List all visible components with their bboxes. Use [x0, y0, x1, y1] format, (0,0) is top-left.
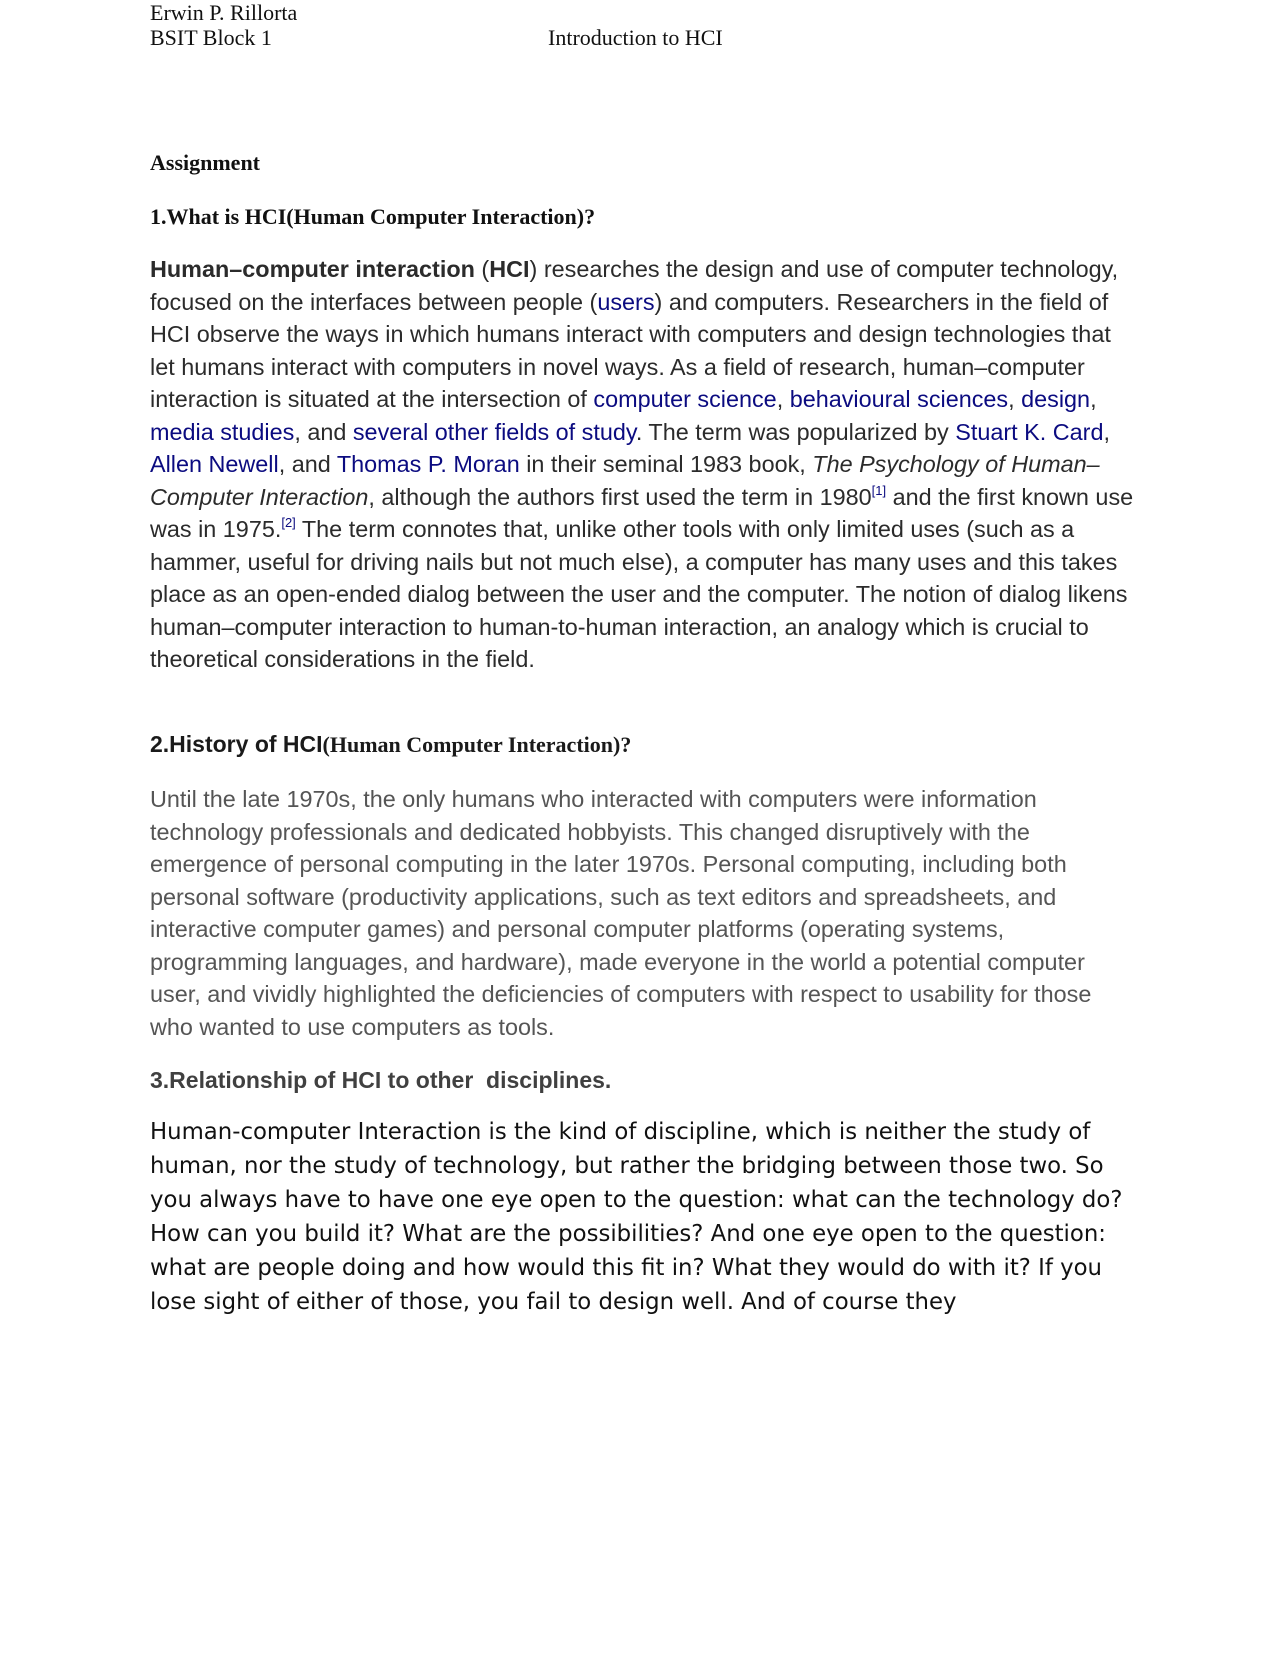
question-1-heading: 1.What is HCI(Human Computer Interaction)?	[150, 204, 596, 229]
question-3-heading: 3.Relationship of HCI to other disciplines.	[150, 1067, 612, 1093]
reference-2-link[interactable]: [2]	[281, 515, 296, 530]
question-1-answer: Human–computer interaction (HCI) researches the design and use of computer technology, focused on the interfaces between people (users) and computers. Researchers in the field of HCI observe the ways in which humans interact with computers and design technologies that let humans interact with computers in novel ways. As a field of research, human–computer interaction is situated at the intersection of computer science, behavioural sciences, design, media studies, and several other fields of study. The term was popularized by Stuart K. Card, Allen Newell, and Thomas P. Moran in their seminal 1983 book, The Psychology of Human–Computer Interaction, although the authors first used the term in 1980[1] and the first known use was in 1975.[2] The term connotes that, unlike other tools with only limited uses (such as a hammer, useful for driving nails but not much else), a computer has many uses and this takes place as an open-ended dialog between the user and the computer. The notion of dialog likens human–computer interaction to human-to-human interaction, an analogy which is crucial to theoretical considerations in the field.	[150, 256, 1134, 672]
link-behavioural-sciences[interactable]: behavioural sciences	[789, 386, 1009, 412]
assignment-heading: Assignment	[150, 150, 261, 175]
reference-1-link[interactable]: [1]	[871, 482, 887, 498]
question-2-answer: Until the late 1970s, the only humans who interacted with computers were information technology professionals and dedicated hobbyists. This changed disruptively with the emergence of personal computing in the later 1970s. Personal computing, including both personal software (productivity applications, such as text editors and spreadsheets, and interactive computer games) and personal computer platforms (operating systems, programming languages, and hardware), made everyone in the world a potential computer user, and vividly highlighted the deficiencies of computers with respect to usability for those who wanted to use computers as tools.	[150, 786, 1092, 1040]
term-hci-abbr: HCI	[489, 256, 530, 282]
question-3-answer	[150, 1115, 1140, 1319]
answer-line: you always have to have one eye open to the question: what can the technology do?	[150, 1187, 1123, 1213]
link-design[interactable]: design	[1021, 386, 1091, 412]
link-allen-newell[interactable]: Allen Newell	[150, 451, 279, 477]
block-label: BSIT Block 1	[150, 25, 272, 50]
link-stuart-card[interactable]: Stuart K. Card	[955, 418, 1104, 445]
answer-line: Human-computer Interaction is the kind of discipline, which is neither the study of	[150, 1119, 1091, 1145]
author-name: Erwin P. Rillorta	[150, 0, 298, 25]
link-media-studies[interactable]: media studies	[150, 418, 295, 445]
term-hci-full: Human–computer interaction	[150, 256, 475, 282]
answer-line: human, nor the study of technology, but rather the bridging between those two. So	[150, 1153, 1104, 1179]
link-thomas-moran[interactable]: Thomas P. Moran	[336, 451, 520, 477]
answer-line: what are people doing and how would this fit in? What they would do with it? If you	[150, 1255, 1102, 1281]
answer-line: How can you build it? What are the possibilities? And one eye open to the question:	[150, 1221, 1106, 1247]
question-2-heading: 2.History of HCI(Human Computer Interaction)?	[150, 731, 632, 757]
course-title: Introduction to HCI	[548, 25, 723, 50]
link-other-fields[interactable]: several other fields of study	[352, 418, 636, 445]
link-users[interactable]: users	[597, 288, 655, 315]
answer-line: lose sight of either of those, you fail to design well. And of course they	[150, 1289, 957, 1315]
book-title: The Psychology of Human–Computer Interaction	[150, 451, 1100, 510]
link-computer-science[interactable]: computer science	[593, 386, 777, 412]
